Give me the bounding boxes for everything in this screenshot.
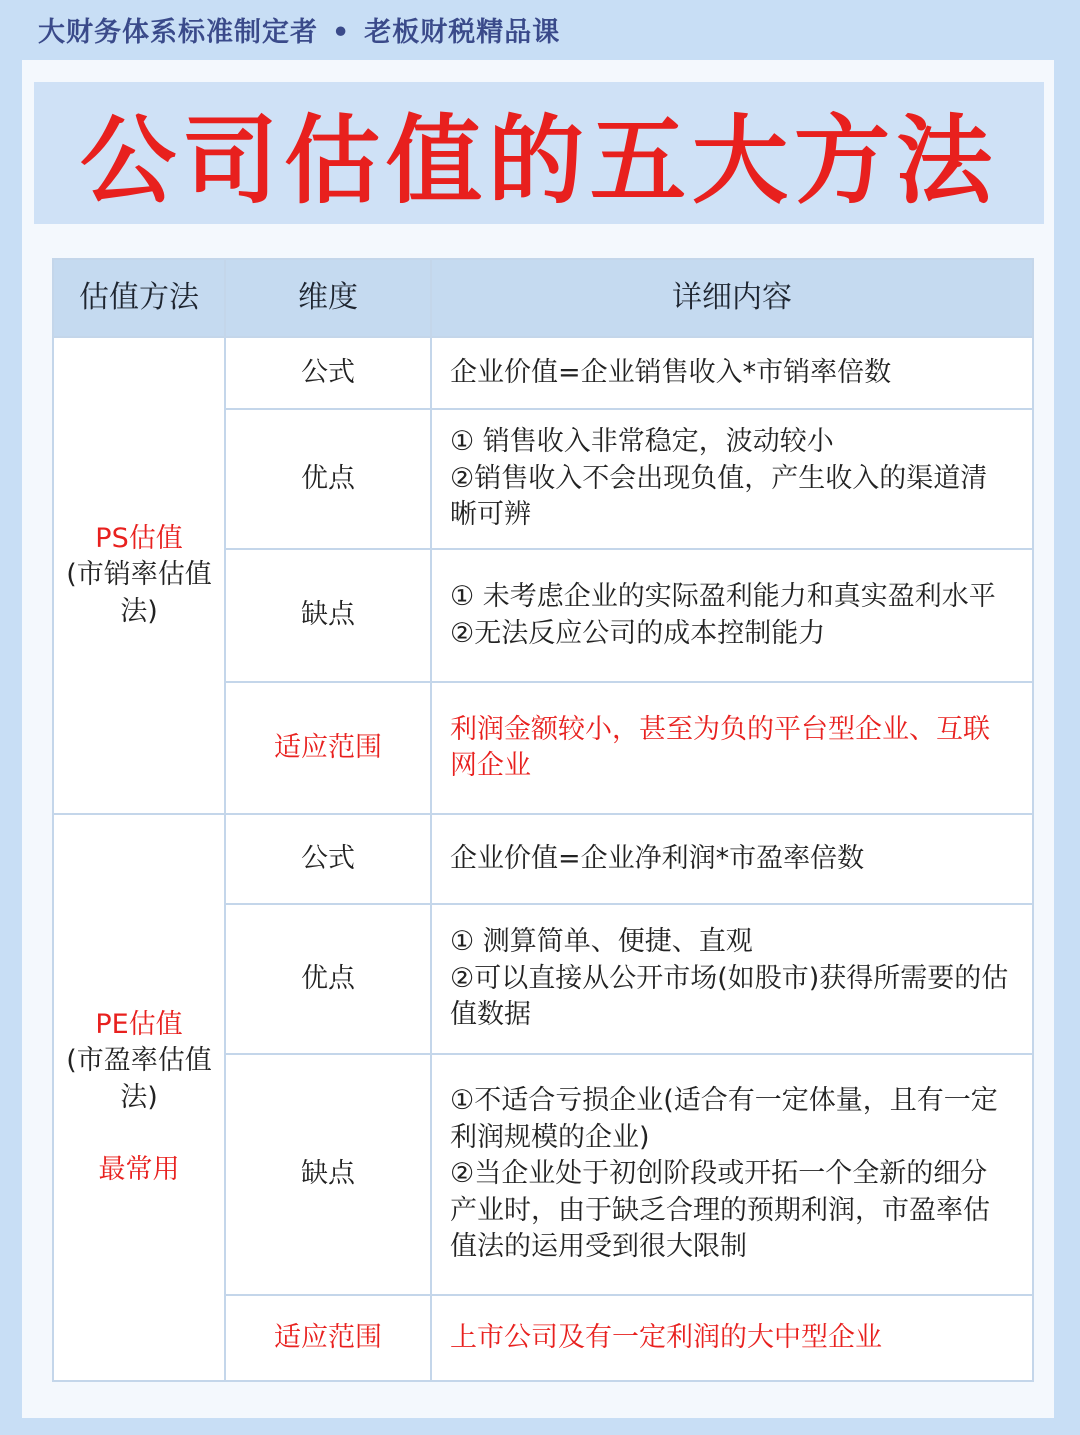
- banner-dot: •: [332, 17, 351, 48]
- dimension-cell: 公式: [225, 814, 431, 904]
- detail-cell: [431, 1054, 1033, 1295]
- table-row: [53, 814, 1033, 904]
- dimension-cell: 适应范围: [225, 1295, 431, 1381]
- detail-cell: [431, 904, 1033, 1054]
- detail-line: ①不适合亏损企业(适合有一定体量，且有一定利润规模的企业): [450, 1085, 998, 1153]
- table-row: [53, 337, 1033, 409]
- banner-left: 大财务体系标准制定者: [38, 17, 318, 48]
- detail-line: 企业价值=企业净利润*市盈率倍数: [450, 842, 865, 874]
- dimension-cell: 适应范围: [225, 682, 431, 814]
- detail-cell: [431, 549, 1033, 682]
- method-name: PS估值: [95, 522, 183, 554]
- title-box: [34, 82, 1044, 224]
- detail-cell: [431, 682, 1033, 814]
- dimension-cell: 优点: [225, 409, 431, 549]
- header-detail: 详细内容: [431, 259, 1033, 337]
- dimension-cell: 缺点: [225, 1054, 431, 1295]
- table-header-row: [53, 259, 1033, 337]
- method-subtitle: (市销率估值法): [66, 559, 212, 627]
- page-title: 公司估值的五大方法: [80, 104, 998, 217]
- header-method: 估值方法: [53, 259, 225, 337]
- banner-right: 老板财税精品课: [364, 17, 561, 48]
- detail-cell: [431, 814, 1033, 904]
- detail-line: ②销售收入不会出现负值，产生收入的渠道清晰可辨: [450, 462, 988, 531]
- detail-cell: [431, 337, 1033, 409]
- detail-line: 企业价值=企业销售收入*市销率倍数: [450, 356, 892, 388]
- detail-line: 上市公司及有一定利润的大中型企业: [450, 1321, 882, 1353]
- method-name: PE估值: [95, 1008, 183, 1040]
- method-cell-ps: [53, 337, 225, 814]
- method-subtitle: (市盈率估值法): [66, 1045, 212, 1113]
- valuation-table: [52, 258, 1034, 1382]
- detail-cell: [431, 409, 1033, 549]
- dimension-cell: 优点: [225, 904, 431, 1054]
- detail-cell: [431, 1295, 1033, 1381]
- header-dimension: 维度: [225, 259, 431, 337]
- detail-line: 利润金额较小，甚至为负的平台型企业、互联网企业: [450, 713, 990, 781]
- detail-line: ① 未考虑企业的实际盈利能力和真实盈利水平: [450, 581, 996, 613]
- detail-line: ②无法反应公司的成本控制能力: [450, 617, 826, 649]
- dimension-cell: 缺点: [225, 549, 431, 682]
- method-cell-pe: [53, 814, 225, 1381]
- detail-line: ②当企业处于初创阶段或开拓一个全新的细分产业时，由于缺乏合理的预期利润，市盈率估值法的运用受到很大限制: [450, 1158, 990, 1263]
- dimension-cell: 公式: [225, 337, 431, 409]
- detail-line: ① 销售收入非常稳定，波动较小: [450, 426, 834, 458]
- method-note: 最常用: [98, 1153, 180, 1185]
- detail-line: ① 测算简单、便捷、直观: [450, 926, 753, 958]
- top-banner: [38, 10, 560, 49]
- detail-line: ②可以直接从公开市场(如股市)获得所需要的估值数据: [450, 962, 1009, 1031]
